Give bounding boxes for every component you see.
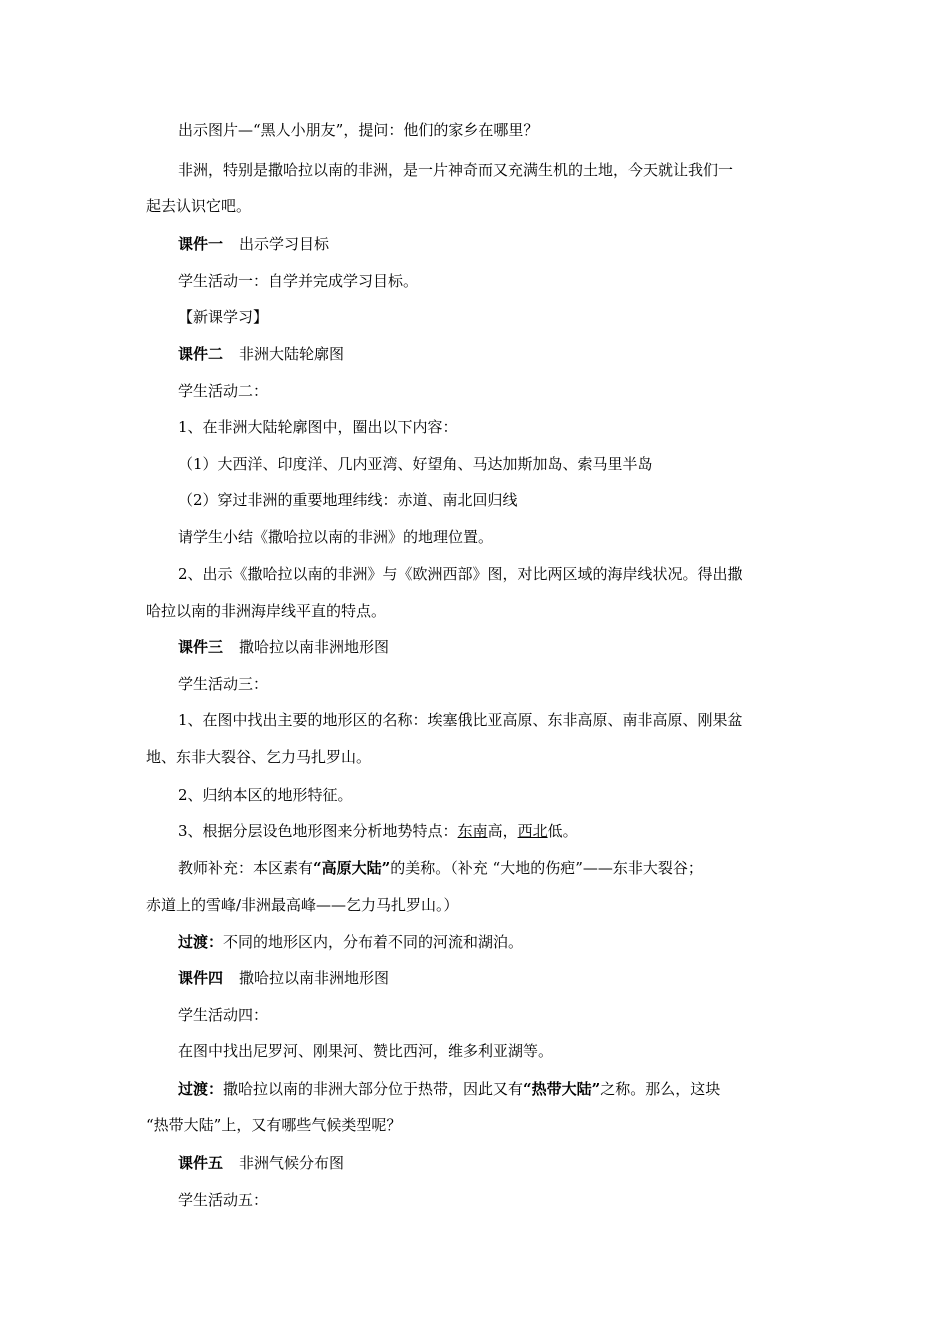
underlined-southeast: 东南 [457,822,488,840]
transition-1-label: 过渡： [178,933,224,951]
transition-1: 过渡：不同的地形区内，分布着不同的河流和湖泊。 [178,933,524,951]
activity-3-item-2: 2、归纳本区的地形特征。 [178,786,353,804]
paragraph-intro: 出示图片—“黑人小朋友”，提问：他们的家乡在哪里？ [178,121,539,139]
courseware-2-text: 非洲大陆轮廓图 [239,345,345,363]
activity-2-item-2-line2: 哈拉以南的非洲海岸线平直的特点。 [146,602,387,620]
student-activity-2: 学生活动二： [178,382,269,400]
courseware-2-line [146,336,840,372]
courseware-4-label: 课件四 [178,969,224,987]
activity-4-item: 在图中找出尼罗河、刚果河、赞比西河，维多利亚湖等。 [178,1042,554,1060]
courseware-4-text: 撒哈拉以南非洲地形图 [239,969,390,987]
courseware-3-label: 课件三 [178,638,224,656]
transition-2-label: 过渡： [178,1080,224,1098]
courseware-2-label: 课件二 [178,345,224,363]
tropical-continent-term: “热带大陆” [523,1080,601,1098]
section-new-lesson: 【新课学习】 [178,308,269,326]
student-activity-1: 学生活动一：自学并完成学习目标。 [178,272,419,290]
plateau-continent-term: “高原大陆” [313,859,391,877]
teacher-supplement-line1: 教师补充：本区素有“高原大陆”的美称。（补充 “大地的伤疤”——东非大裂谷； [178,859,703,877]
courseware-5-text: 非洲气候分布图 [239,1154,345,1172]
activity-3-item-1-line2: 地、东非大裂谷、乞力马扎罗山。 [146,748,372,766]
activity-2-sub-1: （1）大西洋、印度洋、几内亚湾、好望角、马达加斯加岛、索马里半岛 [178,455,653,473]
courseware-3-line [146,629,840,665]
student-activity-5: 学生活动五： [178,1191,269,1209]
location-summary: 请学生小结《撒哈拉以南的非洲》的地理位置。 [178,528,494,546]
courseware-5-line [146,1145,840,1181]
paragraph-africa-line1: 非洲，特别是撒哈拉以南的非洲，是一片神奇而又充满生机的土地，今天就让我们一 [178,161,734,179]
courseware-3-text: 撒哈拉以南非洲地形图 [239,638,390,656]
paragraph-africa-line2: 起去认识它吧。 [146,197,252,215]
courseware-1-line [146,226,840,262]
activity-3-item-1-line1: 1、在图中找出主要的地形区的名称：埃塞俄比亚高原、东非高原、南非高原、刚果盆 [178,711,743,729]
courseware-1-label: 课件一 [178,235,224,253]
teacher-supplement-line2: 赤道上的雪峰/非洲最高峰——乞力马扎罗山。） [146,896,459,914]
transition-2-line1: 过渡：撒哈拉以南的非洲大部分位于热带，因此又有“热带大陆”之称。那么，这块 [178,1080,721,1098]
activity-2-item-1: 1、在非洲大陆轮廓图中，圈出以下内容： [178,418,458,436]
activity-2-sub-2: （2）穿过非洲的重要地理纬线：赤道、南北回归线 [178,491,518,509]
activity-3-item-3: 3、根据分层设色地形图来分析地势特点：东南高，西北低。 [178,822,578,840]
activity-2-item-2-line1: 2、出示《撒哈拉以南的非洲》与《欧洲西部》图，对比两区域的海岸线状况。得出撒 [178,565,743,583]
student-activity-4: 学生活动四： [178,1006,269,1024]
courseware-1-text: 出示学习目标 [239,235,330,253]
courseware-5-label: 课件五 [178,1154,224,1172]
student-activity-3: 学生活动三： [178,675,269,693]
courseware-4-line [146,960,840,996]
underlined-northwest: 西北 [517,822,548,840]
transition-2-line2: “热带大陆”上，又有哪些气候类型呢？ [146,1116,402,1134]
